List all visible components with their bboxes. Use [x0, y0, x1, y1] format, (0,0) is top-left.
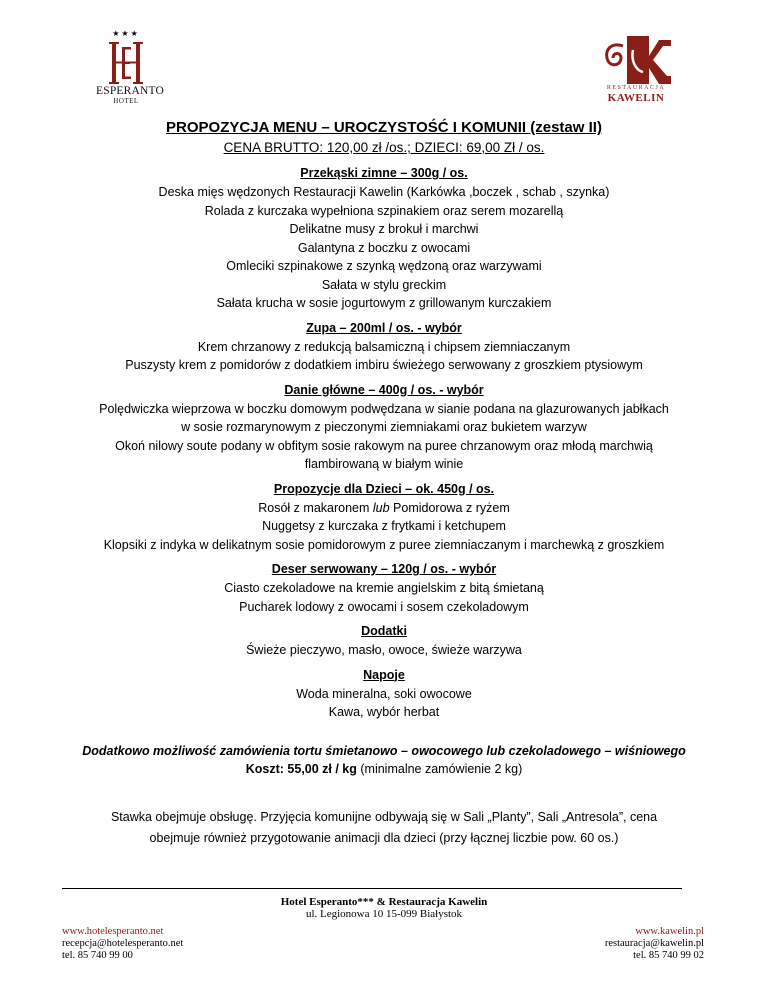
- kids-item-connector: lub: [372, 500, 390, 515]
- menu-price: CENA BRUTTO: 120,00 zł /os.; DZIECI: 69,00 Zł / os.: [223, 140, 545, 155]
- footer-divider: [62, 888, 682, 889]
- menu-item: Deska mięs wędzonych Restauracji Kawelin (Karkówka ,boczek , schab , szynka): [158, 185, 610, 199]
- restaurant-kawelin-logo: [596, 36, 676, 104]
- menu-item: flambirowaną w białym winie: [304, 457, 464, 471]
- hotel-phone: tel. 85 740 99 00: [62, 950, 133, 961]
- section-cold-appetizers: [40, 164, 728, 313]
- hotel-logo-name: ESPERANTO: [96, 85, 165, 97]
- footer-street: ul. Legionowa 10 15-099 Białystok: [305, 908, 463, 920]
- menu-item: Puszysty krem z pomidorów z dodatkiem imbiru świeżego serwowany z groszkiem ptysiowym: [125, 358, 643, 372]
- menu-item: Delikatne musy z brokuł i marchwi: [289, 222, 479, 236]
- footer-restaurant-contact: [605, 926, 704, 962]
- section-heading: Napoje: [363, 667, 405, 682]
- section-extras: [40, 622, 728, 660]
- menu-item: Sałata krucha w sosie jogurtowym z grillowanym kurczakiem: [216, 296, 552, 310]
- menu-item: Woda mineralna, soki owocowe: [296, 686, 472, 701]
- section-heading: Zupa – 200ml / os. - wybór: [306, 320, 462, 335]
- section-heading: Przekąski zimne – 300g / os.: [300, 166, 468, 180]
- menu-item: w sosie rozmarynowym z pieczonymi ziemniakami oraz bukietem warzyw: [181, 420, 587, 434]
- menu-item: Sałata w stylu greckim: [321, 277, 447, 292]
- menu-item: Galantyna z boczku z owocami: [297, 240, 471, 255]
- menu-item: Świeże pieczywo, masło, owoce, świeże warzywa: [246, 643, 522, 657]
- menu-item: Ciasto czekoladowe na kremie angielskim z bitą śmietaną: [224, 581, 544, 595]
- section-soup: [40, 319, 728, 375]
- hotel-website-link[interactable]: www.hotelesperanto.net: [62, 926, 164, 937]
- menu-item: Nuggetsy z kurczaka z frytkami i ketchupem: [262, 519, 506, 533]
- hotel-stars: ★★★: [112, 29, 140, 38]
- restaurant-phone: tel. 85 740 99 02: [633, 950, 704, 961]
- hotel-email-link[interactable]: recepcja@hotelesperanto.net: [62, 938, 184, 949]
- menu-item: Polędwiczka wieprzowa w boczku domowym podwędzana w sianie podana na glazurowanych jabłkach: [99, 401, 669, 416]
- footer-company: Hotel Esperanto*** & Restauracja Kawelin: [280, 896, 488, 908]
- section-kids: [40, 480, 728, 555]
- restaurant-logo-name: KAWELIN: [607, 92, 665, 104]
- menu-item: Klopsiki z indyka w delikatnym sosie pomidorowym z puree ziemniaczanym i marchewką z groszkiem: [103, 537, 665, 552]
- menu-item: Krem chrzanowy z redukcją balsamiczną i chipsem ziemniaczanym: [197, 339, 571, 354]
- hotel-logo-sub: HOTEL: [113, 97, 139, 105]
- menu-item: Omleciki szpinakowe z szynką wędzoną oraz warzywami: [226, 259, 542, 273]
- section-heading: Propozycje dla Dzieci – ok. 450g / os.: [273, 481, 495, 496]
- section-dessert: [40, 560, 728, 616]
- section-main-course: [40, 381, 728, 474]
- service-note-line: obejmuje również przygotowanie animacji dla dzieci (przy łącznej liczbie pow. 60 os.): [149, 830, 619, 845]
- service-note-line: Stawka obejmuje obsługę. Przyjęcia komunijne odbywają się w Sali „Planty”, Sali „Antresola”, cena: [110, 809, 658, 824]
- cake-cost-value: Koszt: 55,00 zł / kg: [245, 762, 357, 776]
- section-drinks: [40, 666, 728, 722]
- cake-offer-cost: [40, 760, 728, 779]
- menu-content: [40, 118, 728, 849]
- hotel-esperanto-logo: [96, 29, 165, 105]
- menu-item: Rolada z kurczaka wypełniona szpinakiem oraz serem mozarellą: [204, 203, 564, 218]
- menu-title: PROPOZYCJA MENU – UROCZYSTOŚĆ I KOMUNII (zestaw II): [166, 119, 602, 136]
- section-heading: Deser serwowany – 120g / os. - wybór: [271, 562, 497, 576]
- restaurant-website-link[interactable]: www.kawelin.pl: [635, 926, 704, 937]
- cake-cost-note: (minimalne zamówienie 2 kg): [356, 762, 523, 776]
- cake-offer-heading: Dodatkowo możliwość zamówienia tortu śmietanowo – owocowego lub czekoladowego – wiśniowego: [82, 743, 686, 758]
- kawelin-k-monogram-icon: [601, 36, 671, 84]
- service-note: [40, 807, 728, 849]
- kids-item-part: Rosół z makaronem: [258, 500, 373, 515]
- section-heading: Dodatki: [361, 624, 407, 638]
- restaurant-email-link[interactable]: restauracja@kawelin.pl: [604, 938, 704, 949]
- menu-item: [40, 499, 728, 518]
- menu-item: Pucharek lodowy z owocami i sosem czekoladowym: [239, 599, 529, 614]
- footer-address: [184, 896, 584, 920]
- menu-item: Okoń nilowy soute podany w obfitym sosie rakowym na puree chrzanowym oraz młodą marchwią: [115, 438, 653, 453]
- hotel-monogram-icon: [109, 41, 143, 85]
- restaurant-logo-sub: RESTAURACJA: [606, 85, 666, 91]
- kids-item-part: Pomidorowa z ryżem: [389, 500, 510, 515]
- footer-hotel-contact: [62, 926, 183, 962]
- menu-item: Kawa, wybór herbat: [328, 705, 440, 719]
- cake-offer: [40, 742, 728, 779]
- section-heading: Danie główne – 400g / os. - wybór: [284, 382, 484, 397]
